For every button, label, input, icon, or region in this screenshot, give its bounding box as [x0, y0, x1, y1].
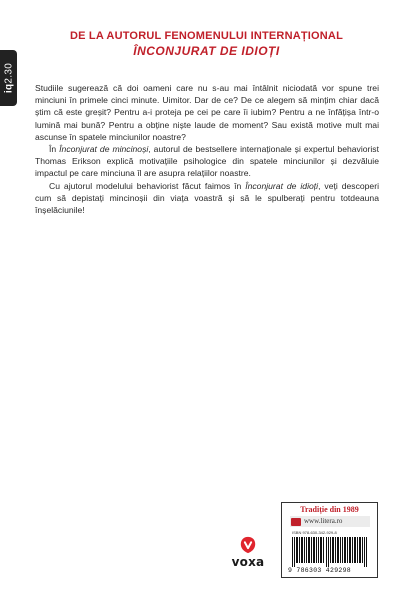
- voxa-logo-icon: [239, 536, 257, 554]
- barcode-number: 9 786303 429298: [288, 567, 352, 574]
- series-label-bold: iq: [3, 83, 14, 94]
- publisher-name: voxa: [231, 555, 265, 569]
- barcode-icon: [292, 537, 368, 567]
- series-label-number: 2.30: [3, 62, 14, 84]
- publisher-logo: [225, 536, 271, 576]
- author-tagline: DE LA AUTORUL FENOMENULUI INTERNAȚIONAL: [69, 30, 343, 42]
- paragraph-3: [35, 180, 379, 217]
- litera-logo-icon: [291, 518, 301, 526]
- publisher-tagline: Tradiție din 1989: [300, 505, 359, 514]
- paragraph-2-prefix: În: [49, 144, 60, 155]
- paragraph-3-text: , veți descoperi cum să depistați mincinoșii din viața voastră și să le spulberați pentru totdeauna înșelăciunile!: [35, 180, 379, 216]
- book-title-mention: Înconjurat de mincinoși: [59, 144, 149, 155]
- related-book-mention: Înconjurat de idioți: [245, 180, 319, 191]
- isbn-text: ISBN 978-630-342-929-8: [292, 530, 337, 535]
- paragraph-1: Studiile sugerează că doi oameni care nu s-au mai întâlnit niciodată vor spune trei minciuni în primele cinci minute. Uimitor. Dar de ce? De ce alegem să mințim chiar dacă știm că este greșit? Pentru a-i proteja pe cei pe care îi iubim? Pentru a ne înfățișa într-o lumină mai bună? Pentru a obține niște laude de moment? Sau există motive mult mai ascunse în spatele minciunilor noastre?: [35, 83, 379, 142]
- cover-header: [0, 29, 413, 59]
- related-book-title: ÎNCONJURAT DE IDIOȚI: [133, 44, 280, 58]
- barcode-panel: [281, 502, 378, 578]
- website-url: www.litera.ro: [304, 517, 343, 525]
- series-tab: [0, 50, 17, 106]
- back-cover-description: [35, 82, 379, 216]
- paragraph-3-prefix: Cu ajutorul modelului behaviorist făcut faimos în: [49, 180, 246, 191]
- paragraph-2: [35, 143, 379, 180]
- paragraph-2-text: , autorul de bestsellere internaționale și expertul behaviorist Thomas Erikson explică motivațiile psihologice din spatele minciunilor și dezvăluie impactul pe care minciuna îl are asupra relațiilor noastre.: [35, 144, 379, 179]
- website-strip: [290, 516, 370, 527]
- series-label: [3, 63, 14, 93]
